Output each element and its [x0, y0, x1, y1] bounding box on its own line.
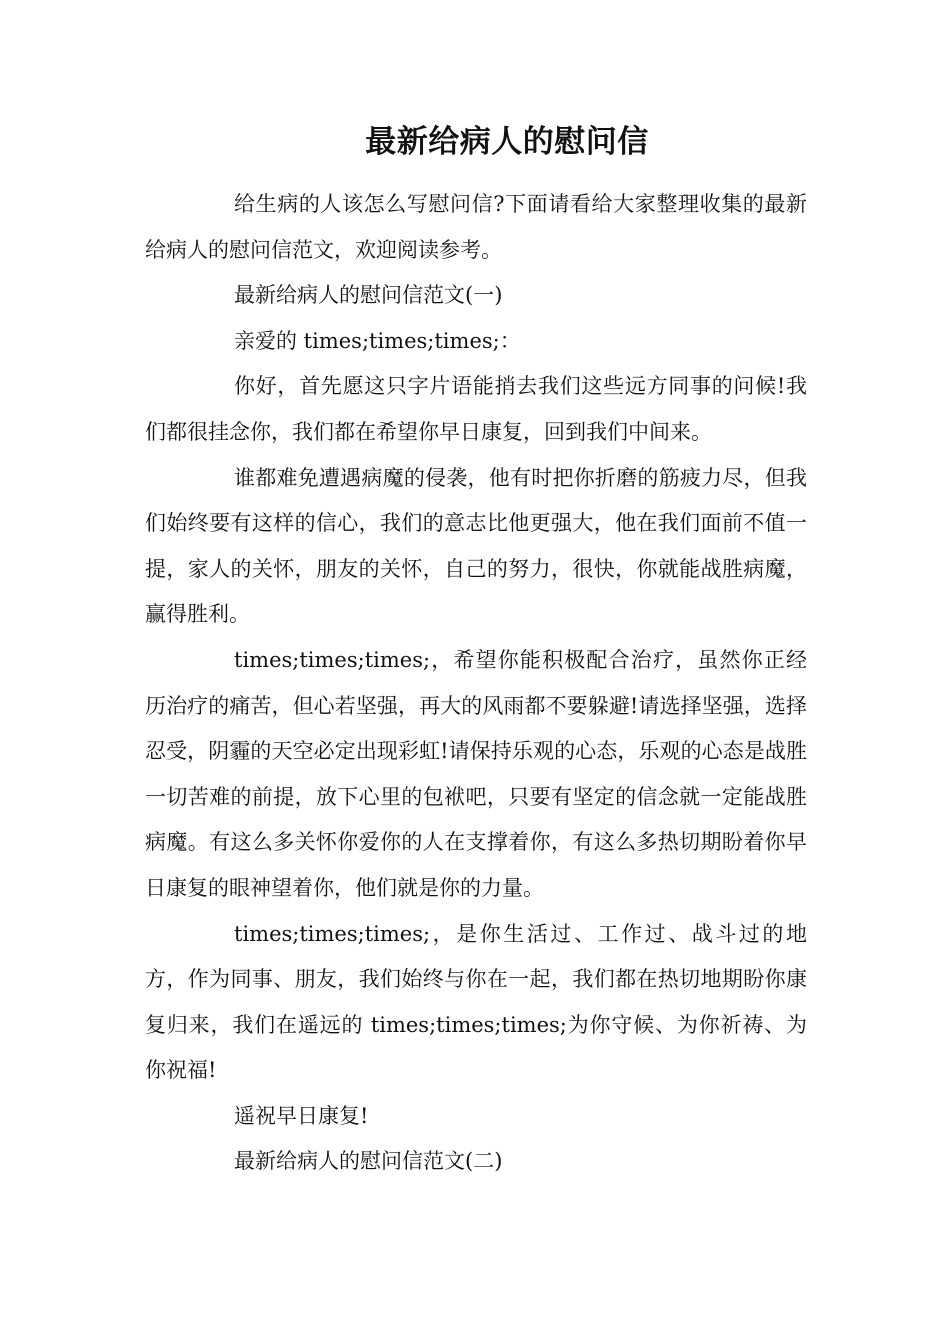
- document-title: 最新给病人的慰问信: [365, 124, 649, 160]
- section-heading-2: 最新给病人的慰问信范文(二): [234, 1149, 503, 1174]
- body-paragraph: 谁都难免遭遇病魔的侵袭，他有时把你折磨的筋疲力尽，但我们始终要有这样的信心，我们的意志比他更强大，他在我们面前不值一提，家人的关怀，朋友的关怀，自己的努力，很快，你就能战胜病魔，赢得胜利。: [145, 465, 807, 627]
- closing-wish: 遥祝早日康复!: [234, 1103, 369, 1128]
- body-paragraph: times;times;times;，是你生活过、工作过、战斗过的地方，作为同事、朋友，我们始终与你在一起，我们都在热切地期盼你康复归来，我们在遥远的 times;times;times;为你守候、为你祈祷、为你祝福!: [145, 921, 807, 1083]
- body-paragraph: times;times;times;，希望你能积极配合治疗，虽然你正经历治疗的痛苦，但心若坚强，再大的风雨都不要躲避!请选择坚强，选择忍受，阴霾的天空必定出现彩虹!请保持乐观的心态，乐观的心态是战胜一切苦难的前提，放下心里的包袱吧，只要有坚定的信念就一定能战胜病魔。有这么多关怀你爱你的人在支撑着你，有这么多热切期盼着你早日康复的眼神望着你，他们就是你的力量。: [145, 647, 807, 900]
- body-paragraph: 你好，首先愿这只字片语能捎去我们这些远方同事的问候!我们都很挂念你，我们都在希望你早日康复，回到我们中间来。: [145, 374, 807, 444]
- section-heading-1: 最新给病人的慰问信范文(一): [234, 283, 503, 308]
- document-body: [145, 182, 807, 1185]
- salutation: 亲爱的 times;times;times;：: [234, 328, 521, 353]
- intro-paragraph: 给生病的人该怎么写慰问信?下面请看给大家整理收集的最新给病人的慰问信范文，欢迎阅读参考。: [145, 192, 807, 262]
